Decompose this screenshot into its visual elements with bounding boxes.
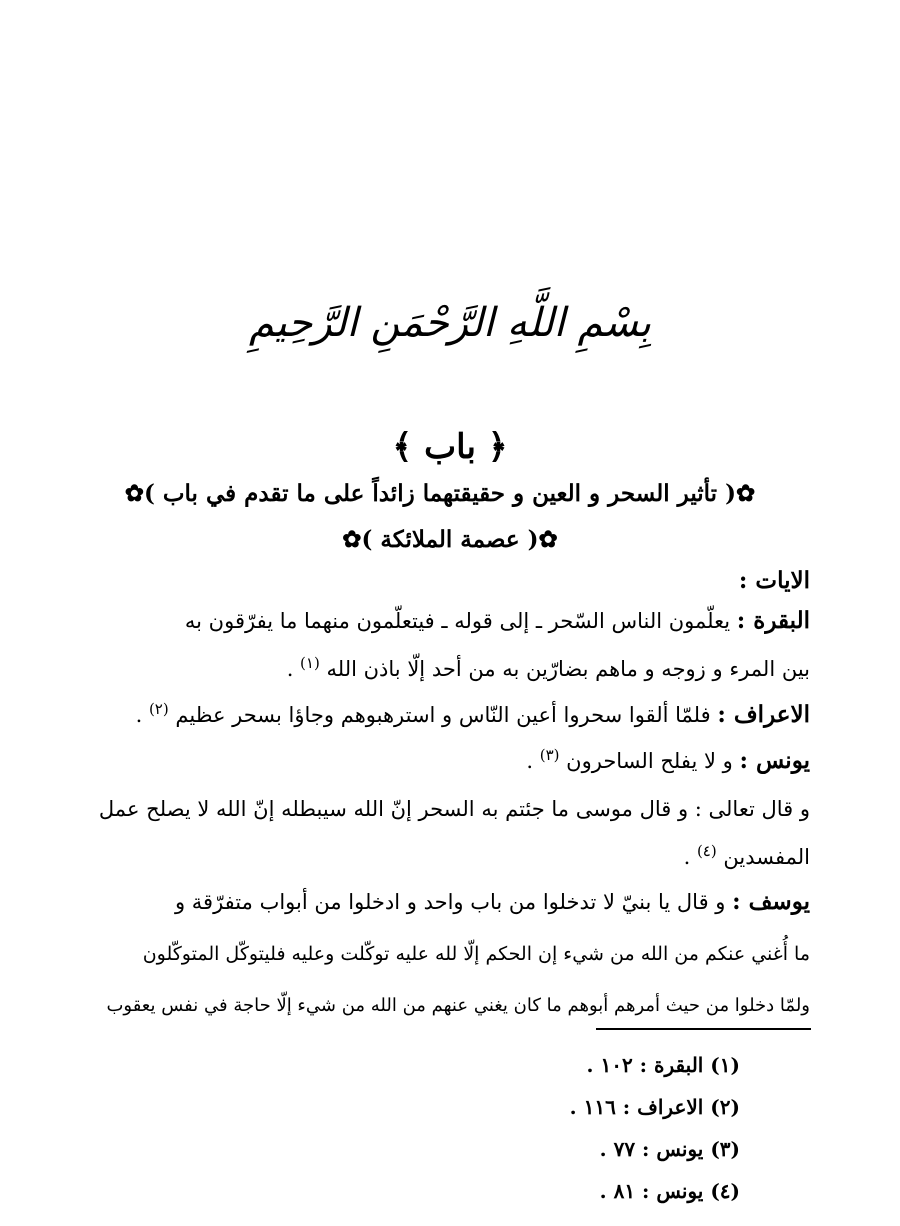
basmala-calligraphy: بِسْمِ اللَّهِ الرَّحْمَنِ الرَّحِيمِ xyxy=(248,300,652,346)
verse-text: بين المرء و زوجه و ماهم بضارّين به من أحد إلّا باذن الله xyxy=(326,657,810,681)
verse-line: بين المرء و زوجه و ماهم بضارّين به من أحد إلّا باذن الله $^{(١)}$ . xyxy=(286,654,810,681)
verse-text: و قال يا بنيّ لا تدخلوا من باب واحد و ادخلوا من أبواب متفرّقة و xyxy=(174,890,726,914)
section-heading xyxy=(90,560,810,602)
footnotes xyxy=(500,1044,740,1212)
verse-line xyxy=(90,876,810,928)
verse-text: و لا يفلح الساحرون xyxy=(566,749,733,773)
verse-text: يعلّمون الناس السّحر ـ إلى قوله ـ فيتعلّمون منهما ما يفرّقون به xyxy=(184,609,731,633)
footnote-marker: (٣) xyxy=(539,746,560,764)
verse-text: المفسدين xyxy=(723,845,810,869)
footnote-marker: (٤) xyxy=(696,842,717,860)
verse-araf: الاعراف : فلمّا ألقوا سحروا أعين النّاس و استرهبوهم وجاؤا بسحر عظيم $^{(٢)}$ . xyxy=(135,700,810,728)
surah-label: البقرة : xyxy=(736,607,810,634)
footnote-item: (٤) يونس : ٨١ . xyxy=(599,1179,740,1203)
verse-line: ولمّا دخلوا من حيث أمرهم أبوهم ما كان يغني عنهم من الله من شيء إلّا حاجة في نفس يعقوب xyxy=(106,995,810,1016)
verse-line: و قال تعالى : و قال موسى ما جئتم به السحر إنّ الله سيبطله إنّ الله لا يصلح عمل xyxy=(98,797,810,821)
verse-yunus: يونس : و لا يفلح الساحرون $^{(٣)}$ . xyxy=(526,746,810,774)
chapter-subtitle: ✿( تأثير السحر و العين و حقيقتهما زائداً على ما تقدم في باب )✿ xyxy=(124,480,756,507)
footnote-marker: (٢) xyxy=(148,700,169,718)
section-heading-text: الايات : xyxy=(738,567,810,594)
footnote-item: (٣) يونس : ٧٧ . xyxy=(599,1137,740,1161)
footnote-marker: (١) xyxy=(300,654,320,672)
verse-line: المفسدين $^{(٤)}$ . xyxy=(683,842,810,869)
verse-baqara xyxy=(90,600,810,690)
footnote-divider xyxy=(596,1028,811,1030)
chapter-title: ﴿ باب ﴾ xyxy=(392,427,508,467)
footnote-item: (١) البقرة : ١٠٢ . xyxy=(586,1053,740,1077)
surah-label: يونس : xyxy=(739,747,810,774)
footnote-item: (٢) الاعراف : ١١٦ . xyxy=(569,1095,740,1119)
surah-label: الاعراف : xyxy=(717,701,810,728)
verse-line xyxy=(90,600,810,642)
verse-line: ما أُغني عنكم من الله من شيء إن الحكم إلّا لله عليه توكّلت وعليه فليتوكّل المتوكّلون xyxy=(142,943,810,965)
chapter-subtitle-continued: ✿( عصمة الملائكة )✿ xyxy=(342,526,558,553)
verse-qal xyxy=(90,788,810,878)
verse-text: فلمّا ألقوا سحروا أعين النّاس و استرهبوهم وجاؤا بسحر عظيم xyxy=(175,703,711,727)
verse-yusuf xyxy=(90,876,810,1032)
surah-label: يوسف : xyxy=(732,888,810,915)
